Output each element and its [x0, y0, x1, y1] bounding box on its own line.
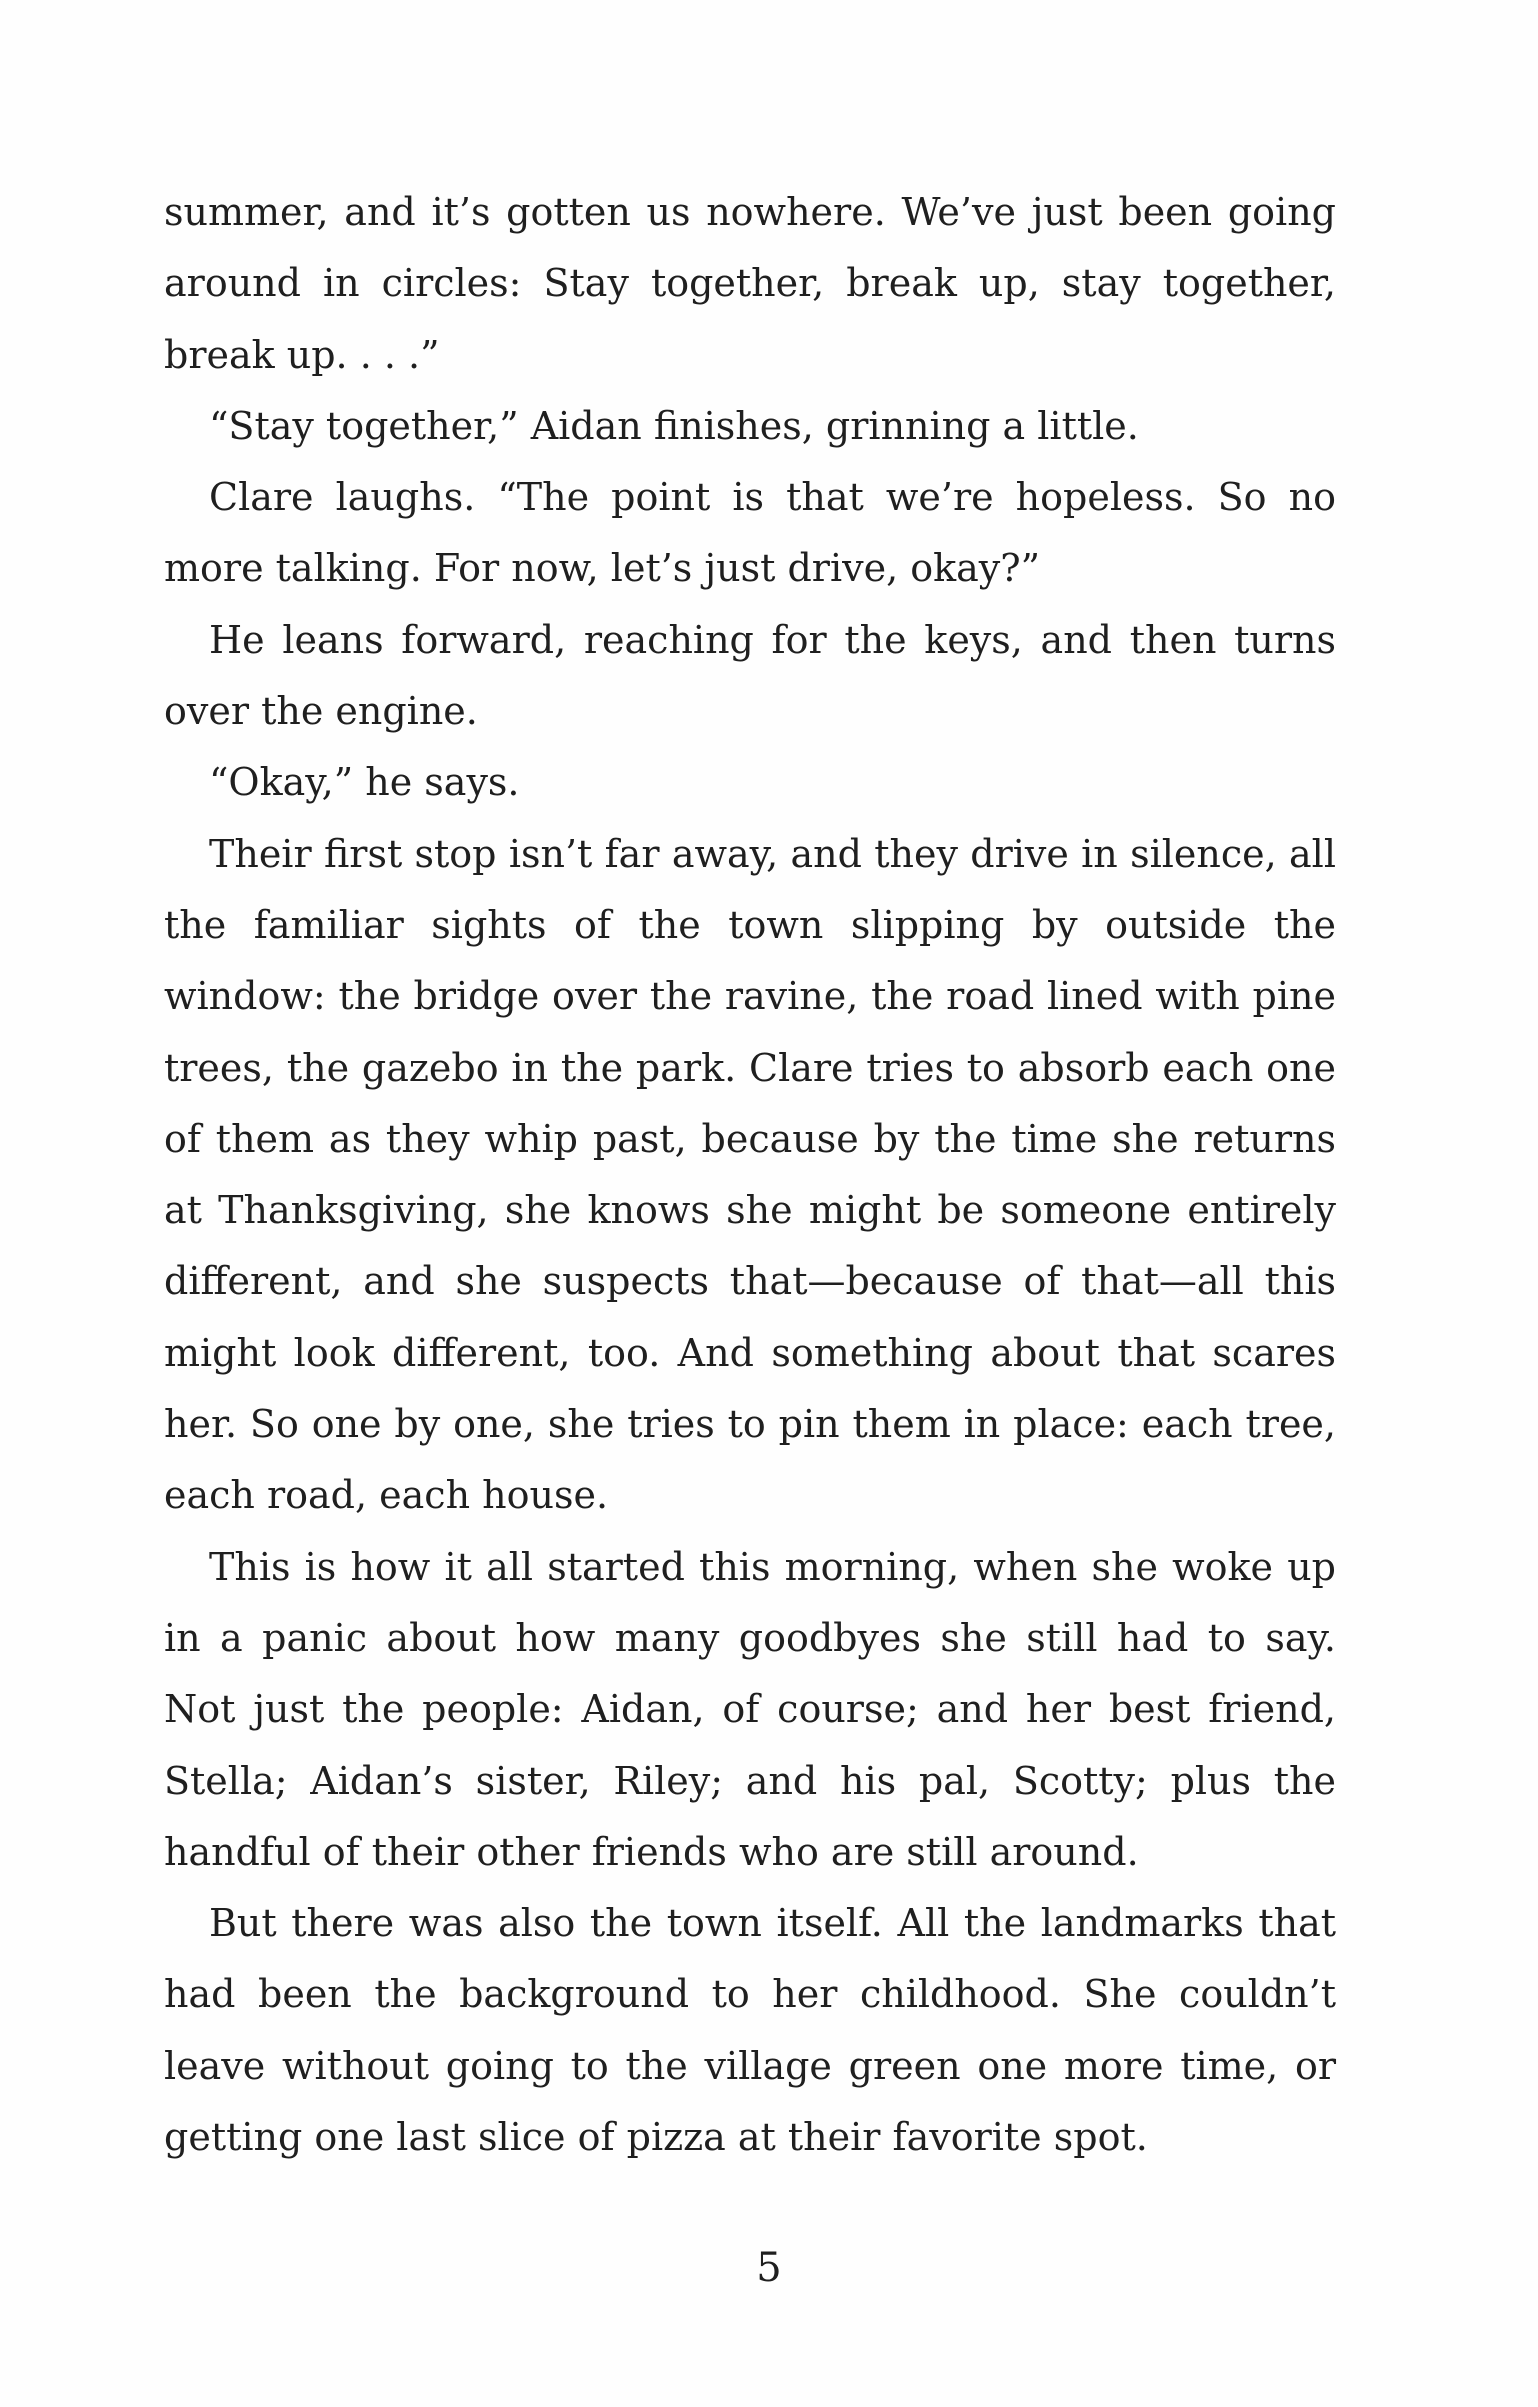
paragraph-1: summer, and it’s gotten us nowhere. We’ve just been going around in circles: Stay together, break up, stay together, break up. . . .”: [164, 190, 1336, 377]
paragraph-8: But there was also the town itself. All the landmarks that had been the background to her childhood. She couldn’t leave without going to the village green one more time, or getting one last slice of pizza at their favorite spot.: [164, 1901, 1336, 2160]
paragraph-5: “Okay,” he says.: [209, 760, 520, 805]
page-number: 5: [756, 2245, 782, 2291]
body-text: [164, 177, 1336, 2173]
paragraph-4: He leans forward, reaching for the keys, and then turns over the engine.: [164, 617, 1336, 734]
paragraph-3: Clare laughs. “The point is that we’re hopeless. So no more talking. For now, let’s just drive, okay?”: [164, 475, 1336, 591]
paragraph-2: “Stay together,” Aidan finishes, grinning a little.: [209, 403, 1139, 448]
paragraph-7: This is how it all started this morning, when she woke up in a panic about how many goodbyes she still had to say. Not just the people: Aidan, of course; and her best friend, Stella; Aidan’s sister, Riley; and his pal, Scotty; plus the handful of their other friends who are still around.: [164, 1544, 1336, 1874]
paragraph-6: Their first stop isn’t far away, and they drive in silence, all the familiar sights of the town slipping by outside the window: the bridge over the ravine, the road lined with pine trees, the gazebo in the park. Clare tries to absorb each one of them as they whip past, because by the time she returns at Thanksgiving, she knows she might be someone entirely different, and she suspects that—because of that—all this might look different, too. And something about that scares her. So one by one, she tries to pin them in place: each tree, each road, each house.: [164, 831, 1336, 1518]
